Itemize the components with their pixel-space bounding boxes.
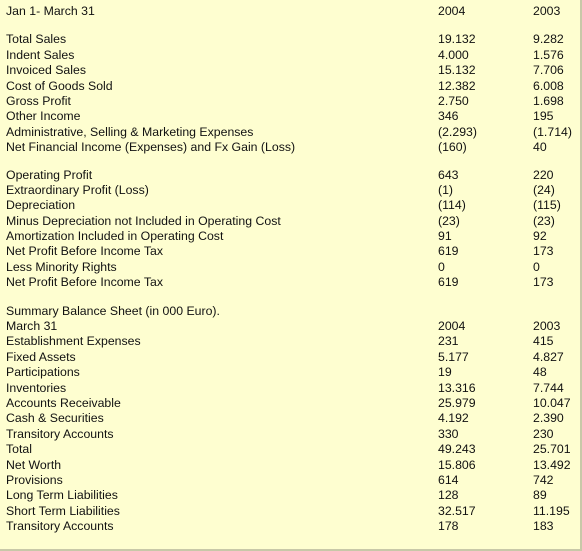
table-row xyxy=(6,79,576,94)
table-row xyxy=(6,244,576,259)
row-label: Minus Depreciation not Included in Operating Cost xyxy=(6,213,281,228)
value-2004: 19.132 xyxy=(438,32,476,47)
value-2004: (160) xyxy=(438,140,467,155)
table-row xyxy=(6,94,576,109)
table-row xyxy=(6,350,576,365)
value-2003: (23) xyxy=(533,213,555,228)
row-label: Net Profit Before Income Tax xyxy=(6,244,163,259)
row-label: Long Term Liabilities xyxy=(6,488,118,503)
table-row xyxy=(6,427,576,442)
row-label: Short Term Liabilities xyxy=(6,503,120,518)
value-2003: (1.714) xyxy=(533,124,572,139)
value-2003: 173 xyxy=(533,244,554,259)
balance-header-row xyxy=(6,319,576,334)
row-label: Other Income xyxy=(6,109,81,124)
value-2004: 4.192 xyxy=(438,411,469,426)
value-2003: 7.744 xyxy=(533,380,564,395)
value-2003: 195 xyxy=(533,109,554,124)
row-label: Transitory Accounts xyxy=(6,519,114,534)
value-2004: 346 xyxy=(438,109,459,124)
value-2003: 1.698 xyxy=(533,93,564,108)
value-2004: 12.382 xyxy=(438,78,476,93)
row-label: Amortization Included in Operating Cost xyxy=(6,229,224,244)
value-2004: 614 xyxy=(438,472,459,487)
table-row xyxy=(6,140,576,155)
value-2003: 6.008 xyxy=(533,78,564,93)
row-label: Total xyxy=(6,442,32,457)
year-2004-header: 2004 xyxy=(438,319,466,334)
value-2004: 178 xyxy=(438,519,459,534)
table-row xyxy=(6,488,576,503)
table-row xyxy=(6,198,576,213)
value-2003: (24) xyxy=(533,182,555,197)
balance-sheet-title: Summary Balance Sheet (in 000 Euro). xyxy=(6,303,220,318)
value-2004: 643 xyxy=(438,167,459,182)
row-label: Extraordinary Profit (Loss) xyxy=(6,182,149,197)
table-row xyxy=(6,504,576,519)
value-2004: (114) xyxy=(438,198,466,213)
value-2003: 92 xyxy=(533,229,547,244)
table-row xyxy=(6,275,576,290)
table-row xyxy=(6,334,576,349)
value-2003: 220 xyxy=(533,167,554,182)
spacer xyxy=(6,291,576,304)
value-2004: 330 xyxy=(438,426,459,441)
row-label: Less Minority Rights xyxy=(6,259,117,274)
value-2004: 19 xyxy=(438,365,452,380)
row-label: Inventories xyxy=(6,380,67,395)
table-row xyxy=(6,168,576,183)
balance-date-label: March 31 xyxy=(6,319,58,334)
row-label: Total Sales xyxy=(6,32,67,47)
value-2004: 15.132 xyxy=(438,63,476,78)
table-row xyxy=(6,32,576,47)
value-2003: 40 xyxy=(533,140,547,155)
table-row xyxy=(6,48,576,63)
value-2003: 4.827 xyxy=(533,349,564,364)
table-row xyxy=(6,109,576,124)
value-2003: 415 xyxy=(533,334,554,349)
value-2004: 619 xyxy=(438,244,459,259)
table-row xyxy=(6,229,576,244)
value-2004: 15.806 xyxy=(438,457,476,472)
row-label: Establishment Expenses xyxy=(6,334,141,349)
row-label: Net Profit Before Income Tax xyxy=(6,275,163,290)
balance-sheet-section xyxy=(6,304,576,535)
value-2004: 231 xyxy=(438,334,459,349)
table-row xyxy=(6,214,576,229)
row-label: Cash & Securities xyxy=(6,411,104,426)
value-2003: 183 xyxy=(533,519,554,534)
spacer xyxy=(6,19,576,32)
table-row xyxy=(6,63,576,78)
value-2003: 7.706 xyxy=(533,63,564,78)
value-2004: 2.750 xyxy=(438,93,469,108)
row-label: Invoiced Sales xyxy=(6,63,86,78)
value-2004: (23) xyxy=(438,213,460,228)
value-2004: 128 xyxy=(438,488,459,503)
value-2004: 49.243 xyxy=(438,442,476,457)
row-label: Net Worth xyxy=(6,457,62,472)
value-2003: 13.492 xyxy=(533,457,571,472)
row-label: Administrative, Selling & Marketing Expenses xyxy=(6,124,254,139)
row-label: Operating Profit xyxy=(6,167,93,182)
value-2003: 9.282 xyxy=(533,32,564,47)
value-2004: (1) xyxy=(438,182,454,197)
year-2003-header: 2003 xyxy=(533,4,561,18)
table-row xyxy=(6,381,576,396)
value-2003: (115) xyxy=(533,198,561,213)
table-row xyxy=(6,260,576,275)
row-label: Net Financial Income (Expenses) and Fx Gain (Loss) xyxy=(6,140,296,155)
row-label: Cost of Goods Sold xyxy=(6,78,113,93)
row-label: Indent Sales xyxy=(6,47,75,62)
value-2003: 2.390 xyxy=(533,411,564,426)
value-2003: 0 xyxy=(533,259,540,274)
table-row xyxy=(6,442,576,457)
value-2004: 5.177 xyxy=(438,349,469,364)
year-2004-header: 2004 xyxy=(438,4,466,18)
income-section xyxy=(6,32,576,155)
table-row xyxy=(6,365,576,380)
value-2004: 13.316 xyxy=(438,380,476,395)
row-label: Provisions xyxy=(6,472,63,487)
value-2003: 173 xyxy=(533,275,554,290)
value-2003: 230 xyxy=(533,426,554,441)
row-label: Depreciation xyxy=(6,198,76,213)
table-row xyxy=(6,125,576,140)
row-label: Fixed Assets xyxy=(6,349,76,364)
value-2004: 4.000 xyxy=(438,47,469,62)
row-label: Participations xyxy=(6,365,80,380)
balance-sheet-title-row xyxy=(6,304,576,319)
table-row xyxy=(6,519,576,534)
table-row xyxy=(6,411,576,426)
value-2003: 1.576 xyxy=(533,47,564,62)
table-row xyxy=(6,458,576,473)
value-2003: 742 xyxy=(533,472,554,487)
period-label: Jan 1- March 31 xyxy=(6,4,95,18)
row-label: Gross Profit xyxy=(6,93,71,108)
period-header-row xyxy=(6,4,576,19)
value-2003: 25.701 xyxy=(533,442,571,457)
value-2003: 48 xyxy=(533,365,547,380)
table-row xyxy=(6,396,576,411)
row-label: Accounts Receivable xyxy=(6,395,121,410)
financial-summary xyxy=(6,4,576,535)
table-row xyxy=(6,183,576,198)
profit-section xyxy=(6,168,576,291)
value-2004: 619 xyxy=(438,275,459,290)
value-2004: 91 xyxy=(438,229,452,244)
value-2004: (2.293) xyxy=(438,124,477,139)
row-label: Transitory Accounts xyxy=(6,426,114,441)
value-2003: 10.047 xyxy=(533,395,571,410)
year-2003-header: 2003 xyxy=(533,319,561,334)
value-2003: 89 xyxy=(533,488,547,503)
value-2003: 11.195 xyxy=(533,503,570,518)
spacer xyxy=(6,156,576,168)
value-2004: 32.517 xyxy=(438,503,476,518)
value-2004: 0 xyxy=(438,259,445,274)
value-2004: 25.979 xyxy=(438,395,476,410)
table-row xyxy=(6,473,576,488)
